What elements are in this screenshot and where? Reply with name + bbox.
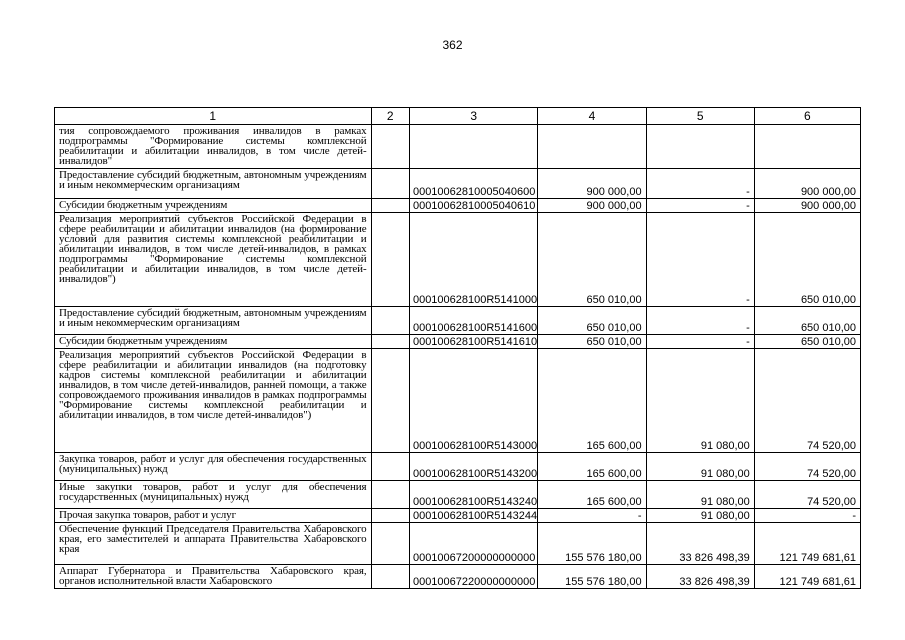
row-value-5: 91 080,00 (646, 481, 754, 509)
row-value-6: 121 749 681,61 (754, 523, 860, 565)
row-col2 (371, 349, 409, 453)
row-code: 00010062810005040600 (409, 169, 537, 199)
column-header: 5 (646, 108, 754, 125)
row-col2 (371, 125, 409, 169)
row-col2 (371, 523, 409, 565)
row-value-6: 74 520,00 (754, 453, 860, 481)
row-value-4: - (538, 509, 646, 523)
row-value-6: 121 749 681,61 (754, 565, 860, 589)
row-value-4: 155 576 180,00 (538, 565, 646, 589)
row-value-5: 91 080,00 (646, 349, 754, 453)
row-col2 (371, 335, 409, 349)
row-code: 00010062810005040610 (409, 199, 537, 213)
column-header: 4 (538, 108, 646, 125)
column-header: 3 (409, 108, 537, 125)
row-value-6: 900 000,00 (754, 169, 860, 199)
row-value-4 (538, 125, 646, 169)
row-name: Субсидии бюджетным учреждениям (55, 199, 372, 213)
row-col2 (371, 481, 409, 509)
row-value-4: 155 576 180,00 (538, 523, 646, 565)
column-header: 6 (754, 108, 860, 125)
row-value-4: 900 000,00 (538, 199, 646, 213)
row-value-6: 650 010,00 (754, 335, 860, 349)
table-row (55, 481, 861, 509)
row-value-4: 900 000,00 (538, 169, 646, 199)
row-name: Предоставление субсидий бюджетным, автономным учреждениям и иным некоммерческим организациям (55, 169, 372, 199)
column-header: 2 (371, 108, 409, 125)
row-value-4: 650 010,00 (538, 213, 646, 307)
row-value-4: 165 600,00 (538, 481, 646, 509)
row-value-5 (646, 125, 754, 169)
row-value-4: 165 600,00 (538, 453, 646, 481)
table-row (55, 307, 861, 335)
row-value-4: 650 010,00 (538, 307, 646, 335)
row-col2 (371, 509, 409, 523)
page-number: 362 (442, 38, 463, 52)
row-name: Прочая закупка товаров, работ и услуг (55, 509, 372, 523)
header-row (55, 108, 861, 125)
row-col2 (371, 169, 409, 199)
row-name: Предоставление субсидий бюджетным, автономным учреждениям и иным некоммерческим организациям (55, 307, 372, 335)
row-code: 000100628100R5143240 (409, 481, 537, 509)
row-col2 (371, 453, 409, 481)
row-value-6: 650 010,00 (754, 307, 860, 335)
row-value-5: 33 826 498,39 (646, 523, 754, 565)
table-row (55, 509, 861, 523)
table-row (55, 335, 861, 349)
row-value-5: - (646, 307, 754, 335)
row-code: 00010067200000000000 (409, 523, 537, 565)
row-value-5: - (646, 199, 754, 213)
row-name: Аппарат Губернатора и Правительства Хабаровского края, органов исполнительной власти Хабаровского (55, 565, 372, 589)
budget-table (54, 107, 861, 589)
table-row (55, 523, 861, 565)
row-value-5: 33 826 498,39 (646, 565, 754, 589)
row-value-6: 74 520,00 (754, 481, 860, 509)
row-code: 000100628100R5143000 (409, 349, 537, 453)
row-value-6: - (754, 509, 860, 523)
row-name: Реализация мероприятий субъектов Российской Федерации в сфере реабилитации и абилитации инвалидов (на подготовку кадров системы комплексной реабилитации и абилитации инвалидов, в том числе детей-инвалидов, ранней помощи, а также сопровождаемого проживания инвалидов в рамках подпрограммы "Формирование системы комплексной реабилитации и абилитации инвалидов, в том числе детей-инвалидов") (55, 349, 372, 453)
row-code: 000100628100R5141600 (409, 307, 537, 335)
row-code: 00010067220000000000 (409, 565, 537, 589)
row-name: Обеспечение функций Председателя Правительства Хабаровского края, его заместителей и аппарата Правительства Хабаровского края (55, 523, 372, 565)
row-value-6 (754, 125, 860, 169)
row-code: 000100628100R5143200 (409, 453, 537, 481)
row-name: Реализация мероприятий субъектов Российской Федерации в сфере реабилитации и абилитации инвалидов (на формирование условий для развития системы комплексной реабилитации и абилитации инвалидов, в том числе детей-инвалидов, в рамках подпрограммы "Формирование системы комплексной реабилитации и абилитации инвалидов, в том числе детей-инвалидов") (55, 213, 372, 307)
row-value-5: - (646, 169, 754, 199)
table-row (55, 565, 861, 589)
row-name: Закупка товаров, работ и услуг для обеспечения государственных (муниципальных) нужд (55, 453, 372, 481)
column-header: 1 (55, 108, 372, 125)
table-row (55, 199, 861, 213)
row-value-5: - (646, 213, 754, 307)
row-code (409, 125, 537, 169)
row-code: 000100628100R5141610 (409, 335, 537, 349)
row-value-6: 74 520,00 (754, 349, 860, 453)
row-col2 (371, 565, 409, 589)
row-value-5: - (646, 335, 754, 349)
table-row (55, 453, 861, 481)
row-col2 (371, 199, 409, 213)
row-code: 000100628100R5143244 (409, 509, 537, 523)
row-value-5: 91 080,00 (646, 453, 754, 481)
table-row (55, 349, 861, 453)
row-code: 000100628100R5141000 (409, 213, 537, 307)
row-name: Субсидии бюджетным учреждениям (55, 335, 372, 349)
row-value-4: 650 010,00 (538, 335, 646, 349)
table-row (55, 169, 861, 199)
table-row (55, 125, 861, 169)
table-row (55, 213, 861, 307)
row-name: тия сопровождаемого проживания инвалидов в рамках подпрограммы "Формирование системы комплексной реабилитации и абилитации инвалидов, в том числе детей-инвалидов" (55, 125, 372, 169)
row-name: Иные закупки товаров, работ и услуг для обеспечения государственных (муниципальных) нужд (55, 481, 372, 509)
row-value-4: 165 600,00 (538, 349, 646, 453)
row-col2 (371, 307, 409, 335)
row-col2 (371, 213, 409, 307)
row-value-6: 900 000,00 (754, 199, 860, 213)
row-value-5: 91 080,00 (646, 509, 754, 523)
row-value-6: 650 010,00 (754, 213, 860, 307)
